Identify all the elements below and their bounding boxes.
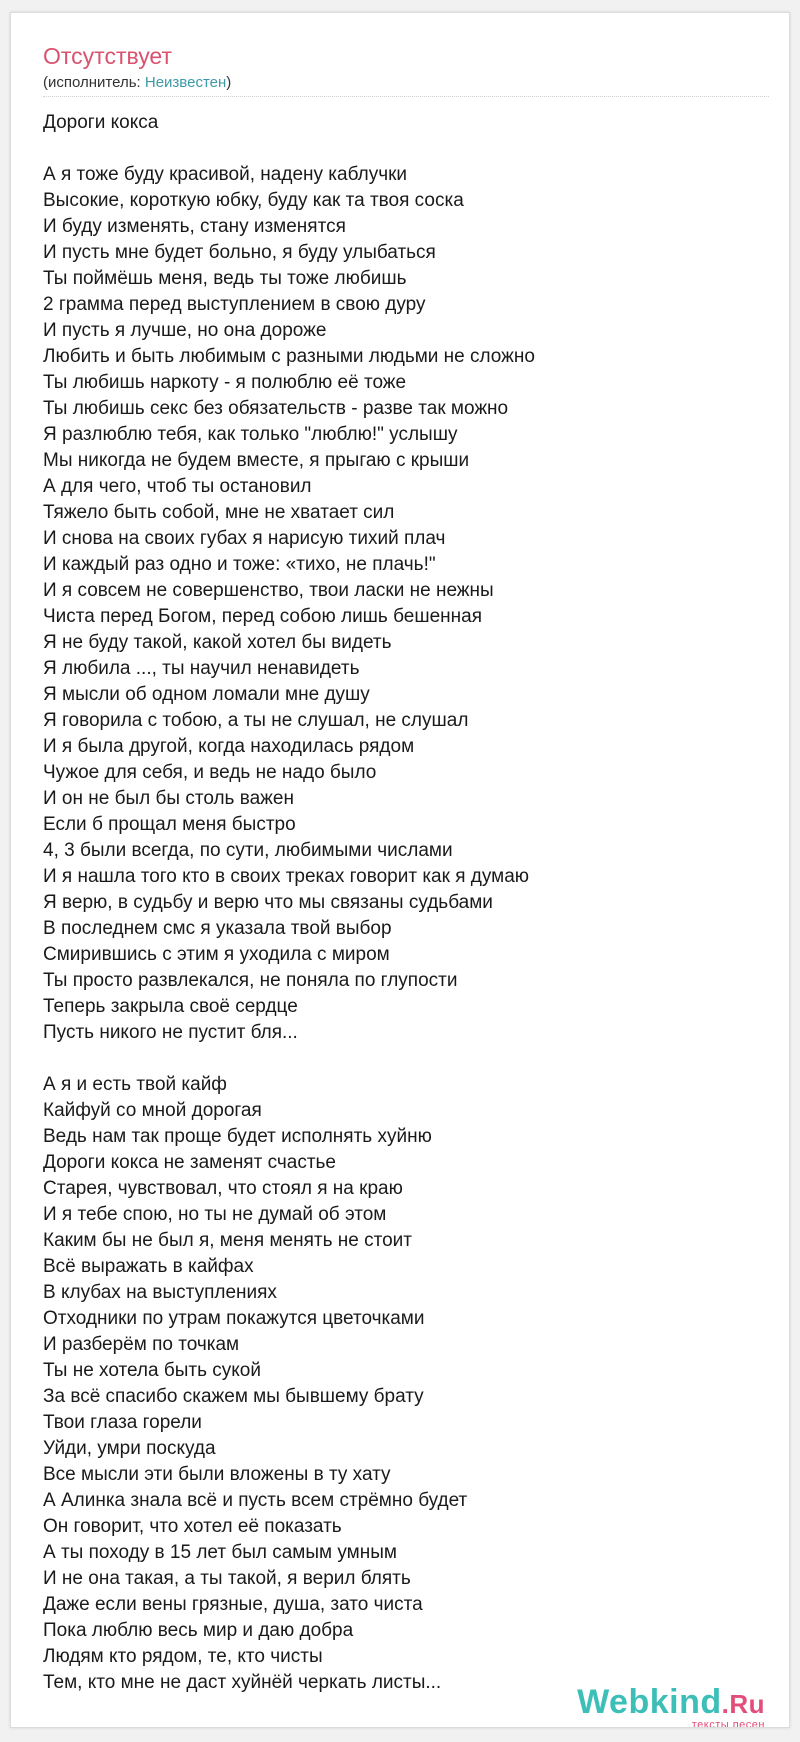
lyric-line: Все мысли эти были вложены в ту хату <box>43 1464 391 1485</box>
lyric-line: И снова на своих губах я нарисую тихий плач <box>43 528 446 549</box>
logo-name: Webkind <box>577 1683 722 1721</box>
lyric-line: Если б прощал меня быстро <box>43 814 296 835</box>
lyric-line: Любить и быть любимым с разными людьми не сложно <box>43 346 535 367</box>
artist-link[interactable]: Неизвестен <box>144 74 227 91</box>
lyric-blank-line <box>43 1046 773 1072</box>
header-divider <box>43 96 769 97</box>
lyric-line: Ведь нам так проще будет исполнять хуйню <box>43 1126 432 1147</box>
lyric-line: А я и есть твой кайф <box>43 1074 227 1095</box>
lyric-line: Чиста перед Богом, перед собою лишь бешенная <box>43 606 482 627</box>
lyric-line: Ты не хотела быть сукой <box>43 1360 261 1381</box>
lyric-line: И я совсем не совершенство, твои ласки не нежны <box>43 580 494 601</box>
lyric-line: Даже если вены грязные, душа, зато чиста <box>43 1594 423 1615</box>
logo-tld: .Ru <box>721 1689 765 1719</box>
lyric-line: А для чего, чтоб ты остановил <box>43 476 312 497</box>
lyric-line: Тем, кто мне не даст хуйнёй черкать листы... <box>43 1672 442 1693</box>
site-logo[interactable] <box>577 1685 765 1728</box>
lyric-line: Тяжело быть собой, мне не хватает сил <box>43 502 395 523</box>
lyric-line: Теперь закрыла своё сердце <box>43 996 298 1017</box>
lyric-line: Пока люблю весь мир и даю добра <box>43 1620 354 1641</box>
lyric-line: Я верю, в судьбу и верю что мы связаны судьбами <box>43 892 493 913</box>
lyric-line: И разберём по точкам <box>43 1334 240 1355</box>
lyric-line: А ты походу в 15 лет был самым умным <box>43 1542 397 1563</box>
lyric-line: Ты любишь секс без обязательств - разве так можно <box>43 398 509 419</box>
lyrics-card <box>10 12 790 1728</box>
lyric-line: Ты просто развлекался, не поняла по глупости <box>43 970 458 991</box>
lyric-line: Я говорила с тобою, а ты не слушал, не слушал <box>43 710 469 731</box>
lyric-line: Я любила ..., ты научил ненавидеть <box>43 658 360 679</box>
lyric-line: И пусть мне будет больно, я буду улыбаться <box>43 242 436 263</box>
lyric-line: Он говорит, что хотел её показать <box>43 1516 342 1537</box>
artist-suffix: ) <box>226 74 232 91</box>
lyric-line: Дороги кокса не заменят счастье <box>43 1152 336 1173</box>
lyric-line: Людям кто рядом, те, кто чисты <box>43 1646 323 1667</box>
lyric-line: Уйди, умри поскуда <box>43 1438 216 1459</box>
lyric-line: А я тоже буду красивой, надену каблучки <box>43 164 408 185</box>
lyric-line: Каким бы не был я, меня менять не стоит <box>43 1230 412 1251</box>
lyric-line: Я не буду такой, какой хотел бы видеть <box>43 632 392 653</box>
lyric-line: И я нашла того кто в своих треках говорит как я думаю <box>43 866 530 887</box>
lyric-blank-line <box>43 136 773 162</box>
lyric-line: Я разлюблю тебя, как только "люблю!" услышу <box>43 424 458 445</box>
lyric-line: В последнем смс я указала твой выбор <box>43 918 392 939</box>
artist-line <box>43 73 231 93</box>
lyric-line: Я мысли об одном ломали мне душу <box>43 684 370 705</box>
lyric-line: Отходники по утрам покажутся цветочками <box>43 1308 425 1329</box>
lyric-line: Пусть никого не пустит бля... <box>43 1022 298 1043</box>
song-title: Отсутствует <box>43 43 172 69</box>
artist-prefix: (исполнитель: <box>43 74 145 91</box>
lyric-line: Всё выражать в кайфах <box>43 1256 254 1277</box>
lyric-line: И пусть я лучше, но она дороже <box>43 320 327 341</box>
lyric-line: И буду изменять, стану изменятся <box>43 216 346 237</box>
lyric-line: И я тебе спою, но ты не думай об этом <box>43 1204 387 1225</box>
lyric-line: Дороги кокса <box>43 112 159 133</box>
lyric-line: Высокие, короткую юбку, буду как та твоя соска <box>43 190 464 211</box>
lyric-line: И не она такая, а ты такой, я верил блять <box>43 1568 411 1589</box>
lyric-line: Ты поймёшь меня, ведь ты тоже любишь <box>43 268 407 289</box>
lyric-line: Кайфуй со мной дорогая <box>43 1100 262 1121</box>
lyric-line: В клубах на выступлениях <box>43 1282 277 1303</box>
lyric-line: 4, 3 были всегда, по сути, любимыми числами <box>43 840 453 861</box>
lyric-line: Чужое для себя, и ведь не надо было <box>43 762 377 783</box>
logo-wordmark <box>577 1685 765 1721</box>
lyric-line: Ты любишь наркоту - я полюблю её тоже <box>43 372 407 393</box>
lyric-line: Твои глаза горели <box>43 1412 202 1433</box>
lyric-line: Старея, чувствовал, что стоял я на краю <box>43 1178 403 1199</box>
lyric-line: За всё спасибо скажем мы бывшему брату <box>43 1386 424 1407</box>
lyric-line: Смирившись с этим я уходила с миром <box>43 944 390 965</box>
lyric-line: И он не был бы столь важен <box>43 788 294 809</box>
lyric-line: И каждый раз одно и тоже: «тихо, не плачь!" <box>43 554 436 575</box>
lyric-line: 2 грамма перед выступлением в свою дуру <box>43 294 426 315</box>
lyric-line: И я была другой, когда находилась рядом <box>43 736 415 757</box>
lyrics-text <box>43 110 773 1696</box>
lyric-line: Мы никогда не будем вместе, я прыгаю с крыши <box>43 450 470 471</box>
logo-tagline: тексты песен <box>691 1719 765 1728</box>
lyric-line: А Алинка знала всё и пусть всем стрёмно будет <box>43 1490 468 1511</box>
